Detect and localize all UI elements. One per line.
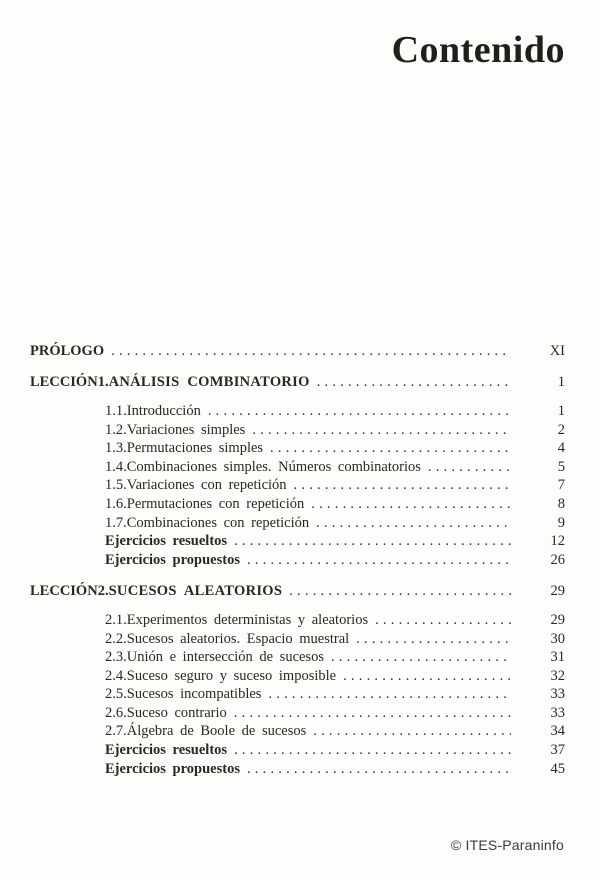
entry-label: PRÓLOGO: [30, 342, 105, 359]
section-number: 1.2.: [105, 421, 127, 438]
toc-entry-exercises: [30, 760, 565, 779]
entry-page-number: 7: [557, 477, 565, 494]
dot-leader: [234, 704, 511, 723]
chapter-word: LECCIÓN: [30, 583, 98, 600]
dot-leader: [247, 760, 511, 779]
toc-entry-section: [30, 439, 565, 458]
entry-label: Álgebra de Boole de sucesos: [126, 723, 307, 740]
toc-entry-exercises: [30, 741, 565, 760]
toc-entry-section: [30, 630, 565, 649]
entry-page-number: 9: [557, 514, 565, 531]
entry-label: Suceso seguro y suceso imposible: [126, 667, 337, 684]
entry-page-number: 8: [557, 495, 565, 512]
toc-entry-section: [30, 495, 565, 514]
dot-leader: [234, 741, 511, 760]
dot-leader: [294, 476, 511, 495]
toc-entry-section: [30, 402, 565, 421]
entry-page-number: 33: [550, 686, 565, 703]
section-number: 2.2.: [105, 630, 127, 647]
chapter-number: 1.: [97, 374, 109, 391]
toc-entry-section: [30, 648, 565, 667]
publisher-copyright: © ITES-Paraninfo: [450, 837, 564, 853]
entry-page-number: 12: [550, 533, 565, 550]
section-number: 1.7.: [105, 514, 127, 531]
entry-page-number: 4: [557, 440, 565, 457]
entry-page-number: 26: [550, 551, 565, 568]
entry-page-number: 29: [550, 611, 565, 628]
entry-label: Sucesos aleatorios. Espacio muestral: [126, 630, 350, 647]
toc-entry-chapter: [30, 373, 565, 392]
dot-leader: [208, 402, 511, 421]
toc-entry-section: [30, 421, 565, 440]
section-number: 2.6.: [105, 704, 127, 721]
entry-label: Variaciones simples: [126, 421, 246, 438]
dot-leader: [289, 582, 511, 601]
dot-leader: [375, 611, 511, 630]
toc-entry: [30, 342, 565, 361]
toc-entry-exercises: [30, 551, 565, 570]
dot-leader: [313, 722, 511, 741]
section-number: 2.1.: [105, 611, 127, 628]
entry-page-number: 5: [557, 458, 565, 475]
dot-leader: [428, 458, 511, 477]
toc-entry-section: [30, 685, 565, 704]
page-title: Contenido: [391, 29, 565, 71]
section-number: 2.5.: [105, 686, 127, 703]
entry-label: Ejercicios resueltos: [105, 533, 228, 550]
section-number: 2.3.: [105, 649, 127, 666]
entry-label: Introducción: [126, 402, 201, 419]
toc-entry-section: [30, 722, 565, 741]
dot-leader: [252, 421, 511, 440]
section-number: 2.4.: [105, 667, 127, 684]
dot-leader: [356, 630, 511, 649]
entry-page-number: 34: [550, 723, 565, 740]
entry-page-number: 33: [550, 704, 565, 721]
entry-page-number: 1: [557, 402, 565, 419]
toc-entry-section: [30, 514, 565, 533]
entry-label: Ejercicios propuestos: [105, 760, 240, 777]
entry-page-number: 37: [550, 742, 565, 759]
entry-label: Experimentos deterministas y aleatorios: [126, 611, 369, 628]
toc-entry-section: [30, 667, 565, 686]
dot-leader: [111, 342, 511, 361]
entry-page-number: 30: [550, 630, 565, 647]
table-of-contents: [0, 342, 600, 778]
toc-entry-section: [30, 704, 565, 723]
toc-entry-section: [30, 458, 565, 477]
toc-entry-exercises: [30, 532, 565, 551]
entry-page-number: 2: [557, 421, 565, 438]
section-number: 2.7.: [105, 723, 127, 740]
dot-leader: [311, 495, 511, 514]
dot-leader: [316, 514, 511, 533]
entry-page-number: XI: [549, 342, 565, 359]
dot-leader: [268, 685, 511, 704]
section-number: 1.3.: [105, 440, 127, 457]
section-number: 1.1.: [105, 402, 127, 419]
entry-label: Ejercicios propuestos: [105, 551, 240, 568]
entry-label: Permutaciones simples: [126, 440, 264, 457]
toc-entry-chapter: [30, 582, 565, 601]
entry-label: Combinaciones simples. Números combinatorios: [126, 458, 421, 475]
entry-label: SUCESOS ALEATORIOS: [108, 583, 283, 600]
entry-label: Combinaciones con repetición: [126, 514, 310, 531]
dot-leader: [343, 667, 511, 686]
dot-leader: [234, 532, 511, 551]
entry-label: Permutaciones con repetición: [126, 495, 305, 512]
dot-leader: [331, 648, 511, 667]
entry-label: Ejercicios resueltos: [105, 742, 228, 759]
entry-label: Sucesos incompatibles: [126, 686, 262, 703]
entry-label: Unión e intersección de sucesos: [126, 649, 324, 666]
section-number: 1.6.: [105, 495, 127, 512]
toc-entry-section: [30, 476, 565, 495]
chapter-number: 2.: [97, 583, 109, 600]
entry-label: ANÁLISIS COMBINATORIO: [108, 374, 310, 391]
entry-page-number: 1: [557, 374, 565, 391]
dot-leader: [247, 551, 511, 570]
entry-page-number: 32: [550, 667, 565, 684]
dot-leader: [270, 439, 511, 458]
entry-page-number: 31: [550, 649, 565, 666]
chapter-word: LECCIÓN: [30, 374, 98, 391]
entry-label: Variaciones con repetición: [126, 477, 287, 494]
entry-page-number: 29: [550, 583, 565, 600]
toc-entry-section: [30, 611, 565, 630]
section-number: 1.4.: [105, 458, 127, 475]
entry-page-number: 45: [550, 760, 565, 777]
dot-leader: [317, 373, 511, 392]
section-number: 1.5.: [105, 477, 127, 494]
entry-label: Suceso contrario: [126, 704, 227, 721]
